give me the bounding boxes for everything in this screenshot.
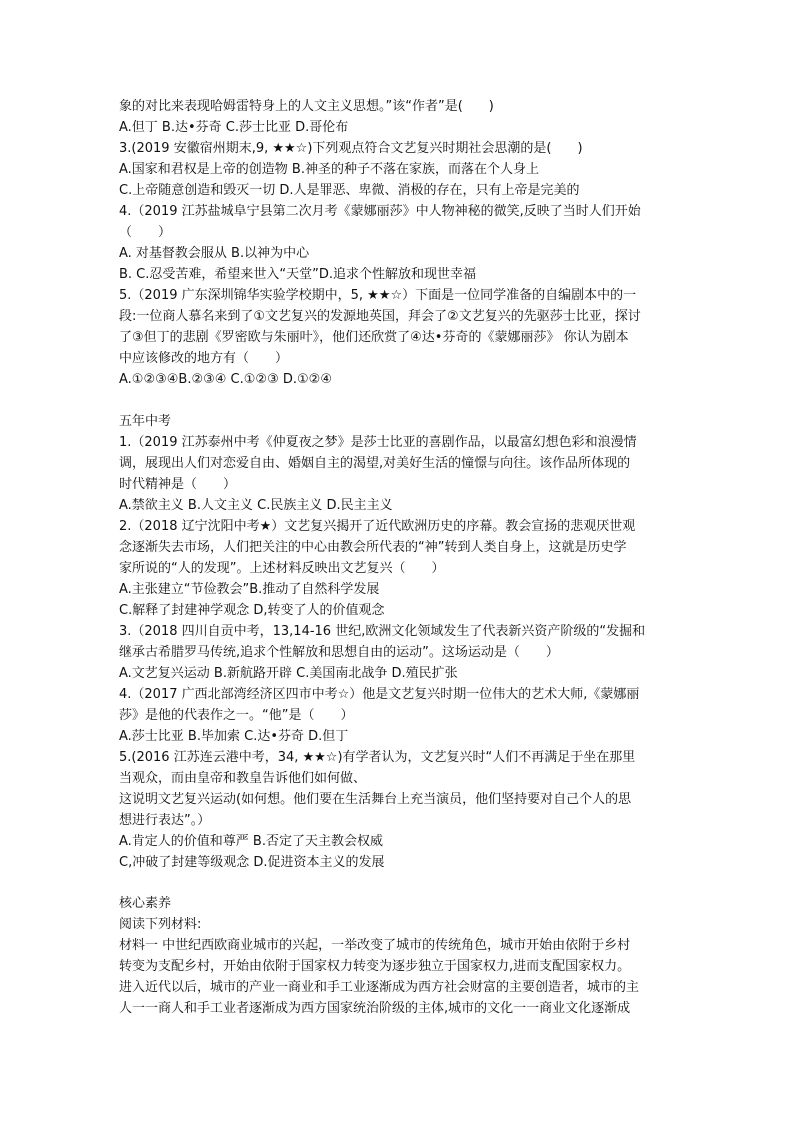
text-line: 了③但丁的悲剧《罗密欧与朱丽叶》，他们还欣赏了④达•芬奇的《蒙娜丽莎》 你认为剧本 (119, 330, 629, 345)
question-2: 2.（2018 辽宁沈阳中考★）文艺复兴揭开了近代欧洲历史的序幕。教会宣扬的悲观厌世观 (119, 519, 636, 534)
answer-options: A. 对基督教会服从 B.以神为中心 (119, 246, 310, 261)
answer-options: A.国家和君权是上帝的创造物 B.神圣的种子不落在家族，而落在个人身上 (119, 162, 539, 177)
text-line: 当观众，而由皇帝和教皇告诉他们如何做、 (119, 771, 367, 786)
answer-options: A.肯定人的价值和尊严 B.否定了天主教会权威 (119, 834, 383, 849)
answer-options: B. C.忍受苦难，希望来世入“天堂”D.追求个性解放和现世幸福 (119, 267, 477, 282)
text-line: 继承古希腊罗马传统,追求个性解放和思想自由的运动”。这场运动是（ ） (119, 645, 559, 660)
text-line: 想进行表达”。） (119, 813, 211, 828)
answer-options: A.莎士比亚 B.毕加索 C.达•芬奇 D.但丁 (119, 729, 349, 744)
text-line: 象的对比来表现哈姆雷特身上的人文主义思想。”该“作者”是( ) (119, 99, 494, 114)
answer-options: A.①②③④B.②③④ C.①②③ D.①②④ (119, 372, 332, 387)
answer-options: A.文艺复兴运动 B.新航路开辟 C.美国南北战争 D.殖民扩张 (119, 666, 458, 681)
question-3: 3.(2019 安徽宿州期末,9, ★★☆)下列观点符合文艺复兴时期社会思潮的是( ) (119, 141, 583, 156)
text-line: 中应该修改的地方有（ ） (119, 351, 289, 366)
text-line: 家所说的“人的发现”。上述材料反映出文艺复兴（ ） (119, 561, 445, 576)
question-3: 3.（2018 四川自贡中考，13,14-16 世纪,欧洲文化领域发生了代表新兴资产阶级的“发掘和 (119, 624, 646, 639)
answer-options: A.主张建立“节俭教会”B.推动了自然科学发展 (119, 582, 380, 597)
section-core-literacy (119, 893, 679, 1019)
text-line: 莎》是他的代表作之一。“他”是（ ） (119, 708, 354, 723)
material-paragraph: 材料一 中世纪西欧商业城市的兴起，一举改变了城市的传统角色，城市开始由依附于乡村 (119, 938, 631, 953)
text-line: 这说明文艺复兴运动(如何想。他们要在生活舞台上充当演员，他们坚持要对自己个人的思 (119, 792, 632, 807)
section-title: 核心素养 (119, 896, 172, 911)
material-paragraph: 人一一商人和手工业者逐渐成为西方国家统治阶级的主体,城市的文化一一商业文化逐渐成 (119, 1001, 631, 1016)
answer-options: C,冲破了封建等级观念 D.促进资本主义的发展 (119, 855, 385, 870)
question-1: 1.（2019 江苏泰州中考《仲夏夜之梦》是莎士比亚的喜剧作品，以最富幻想色彩和浪漫情 (119, 435, 637, 450)
answer-options: A.禁欲主义 B.人文主义 C.民族主义 D.民主主义 (119, 498, 393, 513)
text-line: 时代精神是（ ） (119, 477, 237, 492)
question-4: 4.（2017 广西北部湾经济区四市中考☆）他是文艺复兴时期一位伟大的艺术大师,《蒙娜丽 (119, 687, 640, 702)
text-line: （ ） (119, 225, 172, 240)
question-5: 5.（2019 广东深圳锦华实验学校期中，5, ★★☆）下面是一位同学准备的自编剧本中的一 (119, 288, 637, 303)
question-4: 4.（2019 江苏盐城阜宁县第二次月考《蒙娜丽莎》中人物神秘的微笑,反映了当时人们开始 (119, 204, 641, 219)
text-line: 阅读下列材料: (119, 917, 202, 932)
document-page (119, 96, 679, 1019)
answer-options: A.但丁 B.达•芬奇 C.莎士比亚 D.哥伦布 (119, 120, 349, 135)
answer-options: C.解释了封建神学观念 D,转变了人的价值观念 (119, 603, 385, 618)
question-5: 5.(2016 江苏连云港中考，34, ★★☆)有学者认为，文艺复兴时“人们不再满足于坐在那里 (119, 750, 636, 765)
answer-options: C.上帝随意创造和毁灭一切 D.人是罪恶、卑微、消极的存在，只有上帝是完美的 (119, 183, 580, 198)
section-title: 五年中考 (119, 414, 172, 429)
material-paragraph: 转变为支配乡村，开始由依附于国家权力转变为逐步独立于国家权力,进而支配国家权力。 (119, 959, 631, 974)
material-paragraph: 进入近代以后，城市的产业一商业和手工业逐渐成为西方社会财富的主要创造者，城市的主 (119, 980, 640, 995)
text-line: 段:一位商人慕名来到了①文艺复兴的发源地英国，拜会了②文艺复兴的先驱莎士比亚，探讨 (119, 309, 641, 324)
section-five-years-exams (119, 411, 679, 873)
question-block-1 (119, 96, 679, 390)
text-line: 调，展现出人们对恋爱自由、婚姻自主的渴望,对美好生活的憧憬与向往。该作品所体现的 (119, 456, 631, 471)
text-line: 念逐渐失去市场，人们把关注的中心由教会所代表的“神”转到人类自身上，这就是历史学 (119, 540, 627, 555)
